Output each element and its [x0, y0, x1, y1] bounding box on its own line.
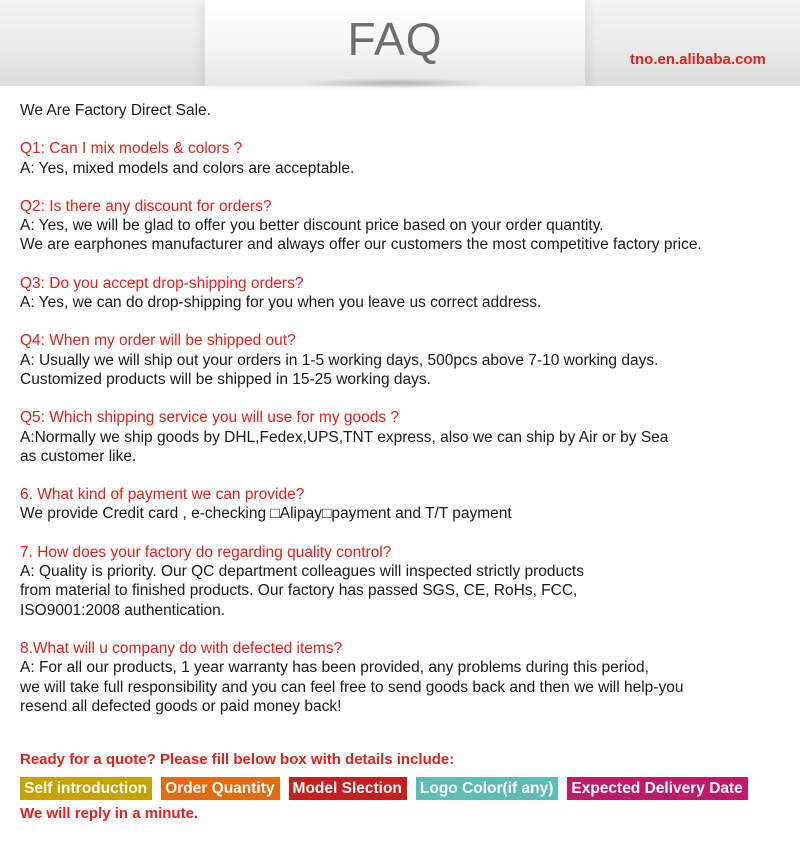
faq-banner: [0, 0, 800, 86]
faq-item-6: [20, 485, 790, 524]
banner-shadow: [300, 78, 490, 88]
tag-expected-delivery-date: Expected Delivery Date: [567, 777, 747, 800]
tag-order-quantity: Order Quantity: [161, 777, 279, 800]
faq-question: Q3: Do you accept drop-shipping orders?: [20, 274, 304, 292]
tag-self-introduction: Self introduction: [20, 777, 152, 800]
detail-tags: [20, 777, 790, 807]
faq-answer-line: we will take full responsibility and you can feel free to send goods back and then we will help-you: [20, 678, 684, 696]
faq-answer-line: Customized products will be shipped in 15-25 working days.: [20, 370, 431, 388]
faq-answer-line: A: Usually we will ship out your orders in 1-5 working days, 500pcs above 7-10 working days.: [20, 351, 659, 369]
faq-answer-line: as customer like.: [20, 447, 137, 465]
faq-answer-line: resend all defected goods or paid money back!: [20, 697, 342, 715]
faq-item-8: [20, 639, 790, 716]
reply-note: We will reply in a minute.: [20, 805, 199, 822]
faq-question: 8.What will u company do with defected items?: [20, 639, 343, 657]
faq-answer-line: A: Yes, we can do drop-shipping for you when you leave us correct address.: [20, 294, 542, 312]
faq-answer-line: A: Yes, we will be glad to offer you better discount price based on your order quantity.: [20, 217, 604, 235]
faq-content: [20, 101, 790, 735]
faq-answer-line: A: For all our products, 1 year warranty has been provided, any problems during this period,: [20, 659, 649, 677]
faq-question: 6. What kind of payment we can provide?: [20, 486, 305, 504]
banner-title: FAQ: [347, 13, 443, 65]
faq-question: Q1: Can I mix models & colors ?: [20, 140, 243, 158]
faq-answer-line: We are earphones manufacturer and always offer our customers the most competitive factory price.: [20, 236, 702, 254]
faq-item-2: [20, 197, 790, 255]
banner-site-link[interactable]: tno.en.alibaba.com: [630, 51, 766, 68]
tag-model-selection: Model Slection: [289, 777, 407, 800]
quote-request-section: [20, 751, 790, 822]
faq-answer-line: A: Quality is priority. Our QC department colleagues will inspected strictly products: [20, 563, 584, 581]
faq-item-5: [20, 408, 790, 466]
intro-block: [20, 101, 790, 120]
faq-question: 7. How does your factory do regarding quality control?: [20, 543, 392, 561]
faq-answer-line: We provide Credit card , e-checking □Alipay□payment and T/T payment: [20, 505, 512, 523]
tag-logo-color: Logo Color(if any): [416, 777, 558, 800]
faq-item-3: [20, 274, 790, 313]
faq-answer-line: from material to finished products. Our factory has passed SGS, CE, RoHs, FCC,: [20, 582, 578, 600]
faq-answer-line: A:Normally we ship goods by DHL,Fedex,UPS,TNT express, also we can ship by Air or by Sea: [20, 428, 669, 446]
faq-item-7: [20, 543, 790, 620]
faq-item-1: [20, 139, 790, 178]
faq-question: Q4: When my order will be shipped out?: [20, 332, 296, 350]
intro-text: We Are Factory Direct Sale.: [20, 102, 211, 119]
faq-question: Q2: Is there any discount for orders?: [20, 197, 272, 215]
faq-question: Q5: Which shipping service you will use for my goods ?: [20, 409, 400, 427]
faq-answer-line: A: Yes, mixed models and colors are acceptable.: [20, 159, 355, 177]
faq-item-4: [20, 331, 790, 389]
faq-answer-line: ISO9001:2008 authentication.: [20, 601, 226, 619]
quote-heading: Ready for a quote? Please fill below box with details include:: [20, 751, 455, 768]
